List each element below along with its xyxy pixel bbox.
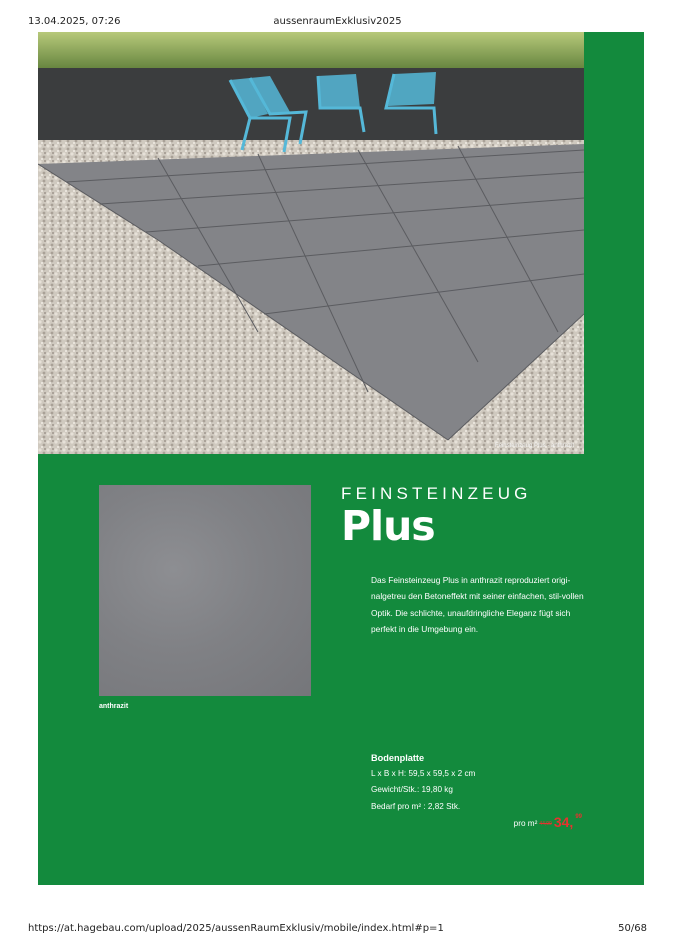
- spec-weight: Gewicht/Stk.: 19,80 kg: [371, 785, 453, 795]
- catalog-page: [38, 32, 644, 885]
- spec-dimensions: L x B x H: 59,5 x 59,5 x 2 cm: [371, 769, 476, 779]
- tile-swatch-image: [99, 485, 311, 696]
- price-old: 44,99: [539, 821, 552, 827]
- print-url: https://at.hagebau.com/upload/2025/aussenRaumExklusiv/mobile/index.html#p=1: [28, 923, 444, 934]
- price-tag: [514, 814, 582, 830]
- print-datetime: 13.04.2025, 07:26: [28, 16, 121, 27]
- price-unit: pro m²: [513, 819, 538, 828]
- product-title: Plus: [341, 502, 435, 550]
- product-description: Das Feinsteinzeug Plus in anthrazit reproduziert origi-nalgetreu den Betoneffekt mit seiner einfachen, stil-vollen Optik. Die schlichte, unaufdringliche Eleganz fügt sich perfekt in die Umgebung ein.: [371, 575, 584, 634]
- swatch-color-label: anthrazit: [99, 703, 129, 710]
- spec-need: Bedarf pro m² : 2,82 Stk.: [371, 801, 461, 811]
- photo-caption: Feinsteinzeug Plus - anthrazit: [494, 443, 574, 449]
- spec-heading: Bodenplatte: [371, 753, 425, 763]
- patio-photo: [38, 32, 584, 454]
- price-cents: 99: [575, 814, 582, 820]
- print-document-title: aussenraumExklusiv2025: [273, 16, 402, 27]
- print-page-number: 50/68: [618, 923, 647, 934]
- patio-photo-illustration: [38, 32, 584, 454]
- spec-block: [371, 750, 475, 815]
- product-category: FEINSTEINZEUG: [341, 484, 532, 503]
- price-amount: 34,: [553, 814, 574, 830]
